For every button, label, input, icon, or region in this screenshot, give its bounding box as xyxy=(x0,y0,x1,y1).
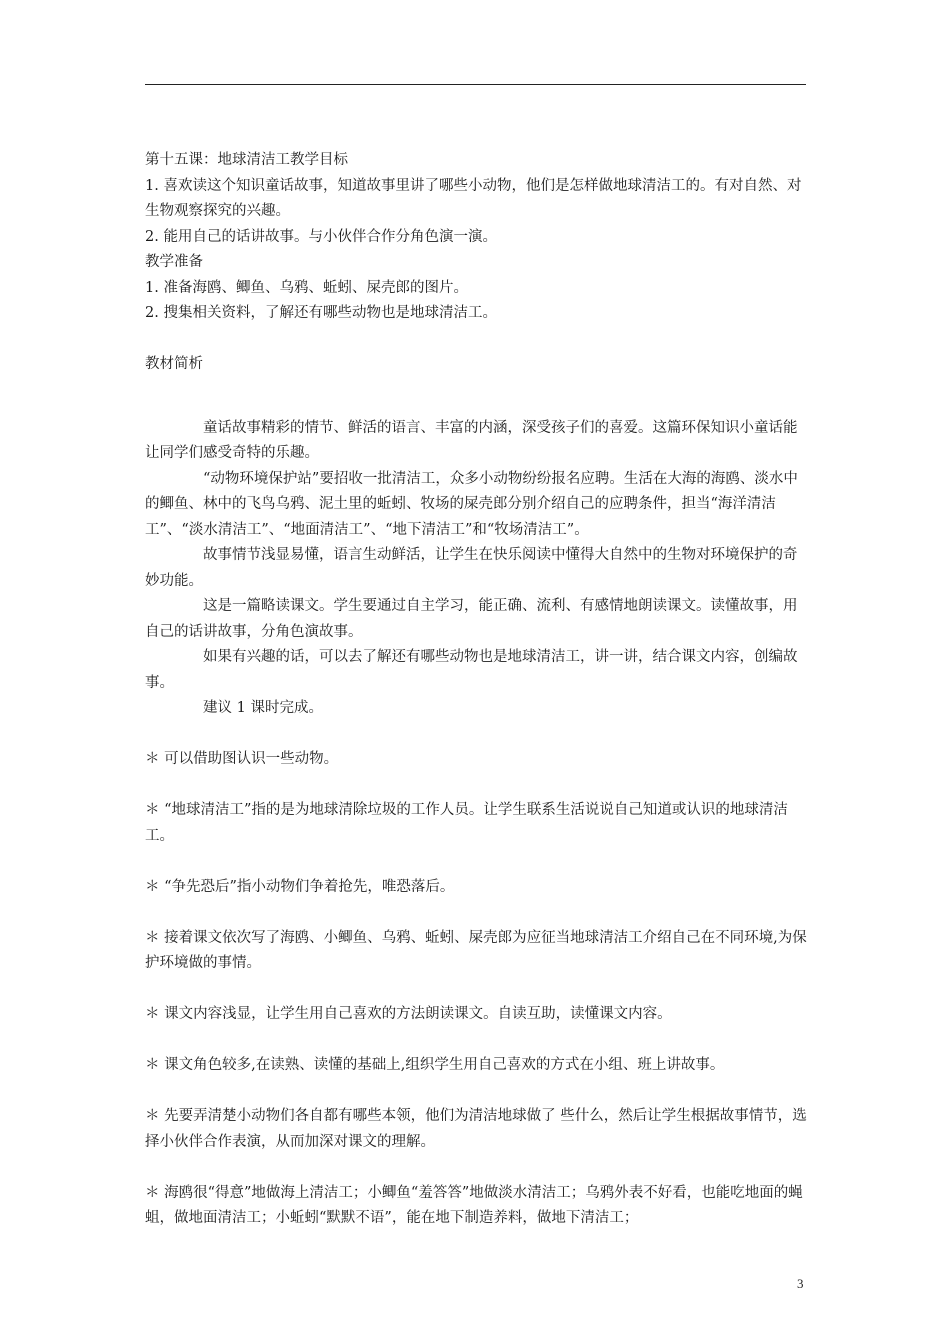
analysis-paragraph: 故事情节浅显易懂，语言生动鲜活，让学生在快乐阅读中懂得大自然中的生物对环境保护的奇妙功能。 xyxy=(145,547,798,589)
note-item: ＊ 可以借助图认识一些动物。 xyxy=(145,751,339,767)
analysis-paragraph: 如果有兴趣的话，可以去了解还有哪些动物也是地球清洁工，讲一讲，结合课文内容，创编故事。 xyxy=(145,649,798,691)
note-item: ＊ 课文内容浅显，让学生用自己喜欢的方法朗读课文。自读互助，读懂课文内容。 xyxy=(145,1006,672,1022)
page-number: 3 xyxy=(797,1276,804,1291)
analysis-paragraph: 建议 1 课时完成。 xyxy=(203,700,323,716)
prep-item: 1. 准备海鸥、鲫鱼、乌鸦、蚯蚓、屎壳郎的图片。 xyxy=(145,279,468,296)
note-item: ＊ “地球清洁工”指的是为地球清除垃圾的工作人员。让学生联系生活说说自己知道或认识的地球清洁工。 xyxy=(145,802,788,844)
analysis-heading: 教材简析 xyxy=(145,356,203,372)
note-item: ＊ 先要弄清楚小动物们各自都有哪些本领，他们为清洁地球做了 些什么，然后让学生根据故事情节，选择小伙伴合作表演，从而加深对课文的理解。 xyxy=(145,1108,807,1150)
goal-item: 2. 能用自己的话讲故事。与小伙伴合作分角色演一演。 xyxy=(145,228,497,245)
analysis-paragraph: 童话故事精彩的情节、鲜活的语言、丰富的内涵，深受孩子们的喜爱。这篇环保知识小童话能让同学们感受奇特的乐趣。 xyxy=(145,419,798,461)
analysis-paragraph: “动物环境保护站”要招收一批清洁工，众多小动物纷纷报名应聘。生活在大海的海鸥、淡水中的鲫鱼、林中的飞鸟乌鸦、泥土里的蚯蚓、牧场的屎壳郎分别介绍自己的应聘条件，担当“海洋清洁工”、“淡水清洁工”、“地面清洁工”、“地下清洁工”和“牧场清洁工”。 xyxy=(145,470,798,538)
prep-heading: 教学准备 xyxy=(145,254,203,270)
header-rule xyxy=(145,84,806,85)
goal-item: 1. 喜欢读这个知识童话故事，知道故事里讲了哪些小动物，他们是怎样做地球清洁工的。有对自然、对生物观察探究的兴趣。 xyxy=(145,177,802,219)
note-item: ＊ “争先恐后”指小动物们争着抢先，唯恐落后。 xyxy=(145,878,455,895)
analysis-paragraph: 这是一篇略读课文。学生要通过自主学习，能正确、流利、有感情地朗读课文。读懂故事，用自己的话讲故事，分角色演故事。 xyxy=(145,598,798,640)
note-item: ＊ 海鸥很“得意”地做海上清洁工；小鲫鱼“羞答答”地做淡水清洁工；乌鸦外表不好看，也能吃地面的蝇蛆，做地面清洁工；小蚯蚓“默默不语”，能在地下制造养料，做地下清洁工； xyxy=(145,1184,803,1226)
lesson-title: 第十五课：地球清洁工教学目标 xyxy=(145,152,348,168)
note-item: ＊ 课文角色较多,在读熟、读懂的基础上,组织学生用自己喜欢的方式在小组、班上讲故事。 xyxy=(145,1057,725,1073)
note-item: ＊ 接着课文依次写了海鸥、小鲫鱼、乌鸦、蚯蚓、屎壳郎为应征当地球清洁工介绍自己在不同环境,为保护环境做的事情。 xyxy=(145,929,807,971)
prep-item: 2. 搜集相关资料，了解还有哪些动物也是地球清洁工。 xyxy=(145,305,497,321)
document-body xyxy=(145,148,807,1232)
